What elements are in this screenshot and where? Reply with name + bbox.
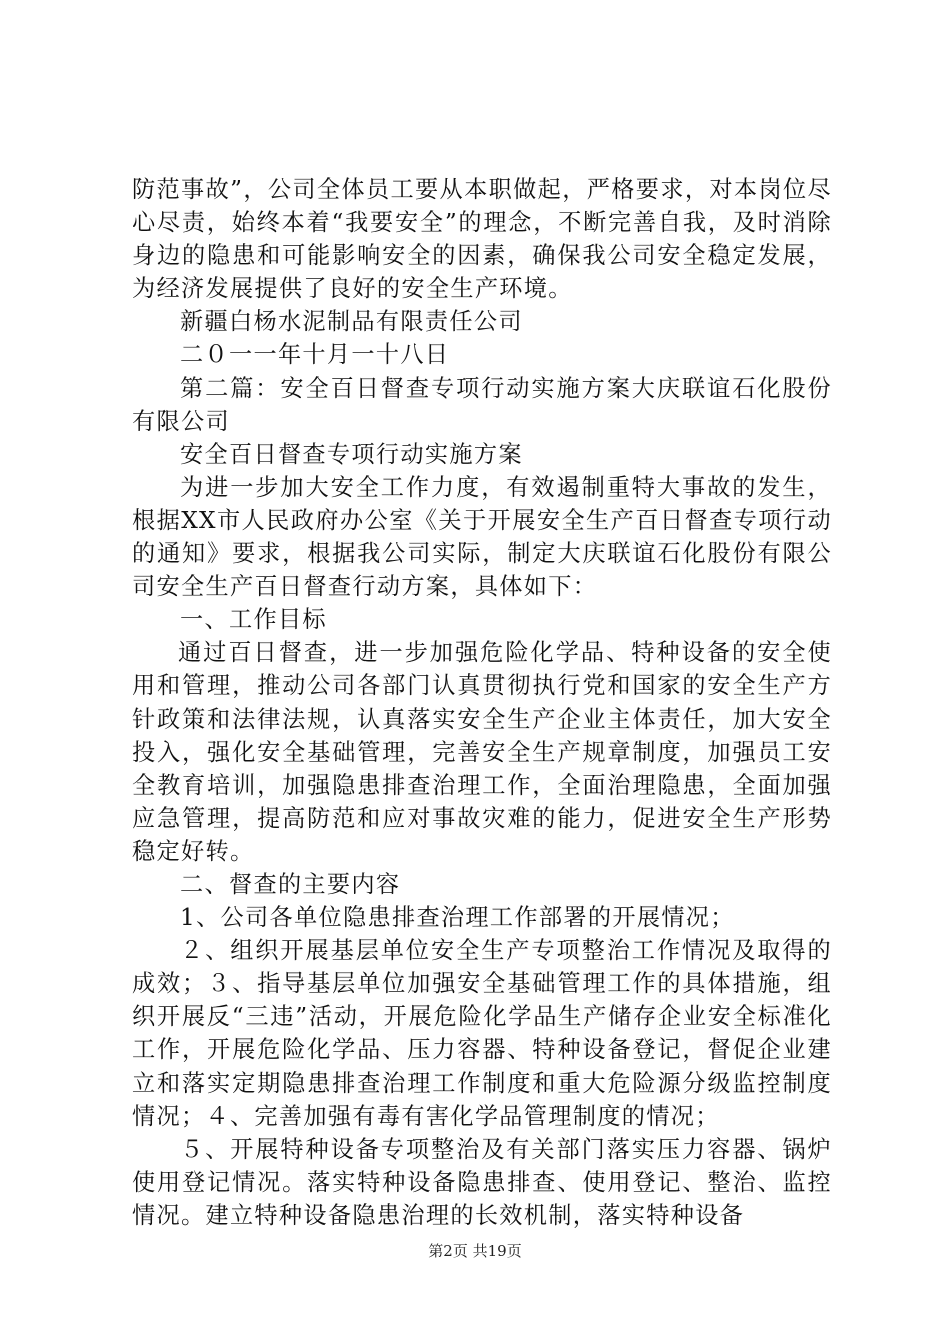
list-item-1: 1、公司各单位隐患排查治理工作部署的开展情况； [180, 904, 735, 932]
document-body [132, 173, 832, 1232]
signature-date: 二０一一年十月一十八日 [180, 341, 450, 369]
paragraph-work-goals: 通过百日督查，进一步加强危险化学品、特种设备的安全使用和管理，推动公司各部门认真贯彻执行党和国家的安全生产方针政策和法律法规，认真落实安全生产企业主体责任，加大安全投入，强化安全基础管理，完善安全生产规章制度，加强员工安全教育培训，加强隐患排查治理工作，全面治理隐患，全面加强应急管理，提高防范和应对事故灾难的能力，促进安全生产形势稳定好转。 [132, 639, 832, 865]
section-heading-part-two: 第二篇：安全百日督查专项行动实施方案大庆联谊石化股份有限公司 [132, 374, 832, 435]
plan-title: 安全百日督查专项行动实施方案 [180, 440, 523, 468]
heading-inspection-content: 二、督查的主要内容 [180, 870, 401, 898]
heading-work-goals: 一、工作目标 [180, 606, 327, 634]
company-signature: 新疆白杨水泥制品有限责任公司 [180, 308, 523, 336]
paragraph-intro: 为进一步加大安全工作力度，有效遏制重特大事故的发生，根据XX市人民政府办公室《关于开展安全生产百日督查专项行动的通知》要求，根据我公司实际，制定大庆联谊石化股份有限公司安全生产百日督查行动方案，具体如下： [132, 473, 832, 601]
paragraph-continuation: 防范事故”，公司全体员工要从本职做起，严格要求，对本岗位尽心尽责，始终本着“我要安全”的理念，不断完善自我，及时消除身边的隐患和可能影响安全的因素，确保我公司安全稳定发展，为经济发展提供了良好的安全生产环境。 [132, 176, 832, 303]
list-item-2-3-4: ２、组织开展基层单位安全生产专项整治工作情况及取得的成效；３、指导基层单位加强安全基础管理工作的具体措施，组织开展反“三违”活动，开展危险化学品生产储存企业安全标准化工作，开展危险化学品、压力容器、特种设备登记，督促企业建立和落实定期隐患排查治理工作制度和重大危险源分级监控制度情况；４、完善加强有毒有害化学品管理制度的情况； [132, 937, 832, 1130]
list-item-5: ５、开展特种设备专项整治及有关部门落实压力容器、锅炉使用登记情况。落实特种设备隐患排查、使用登记、整治、监控情况。建立特种设备隐患治理的长效机制，落实特种设备 [132, 1135, 832, 1229]
page-number-footer: 第2页 共19页 [428, 1242, 522, 1260]
